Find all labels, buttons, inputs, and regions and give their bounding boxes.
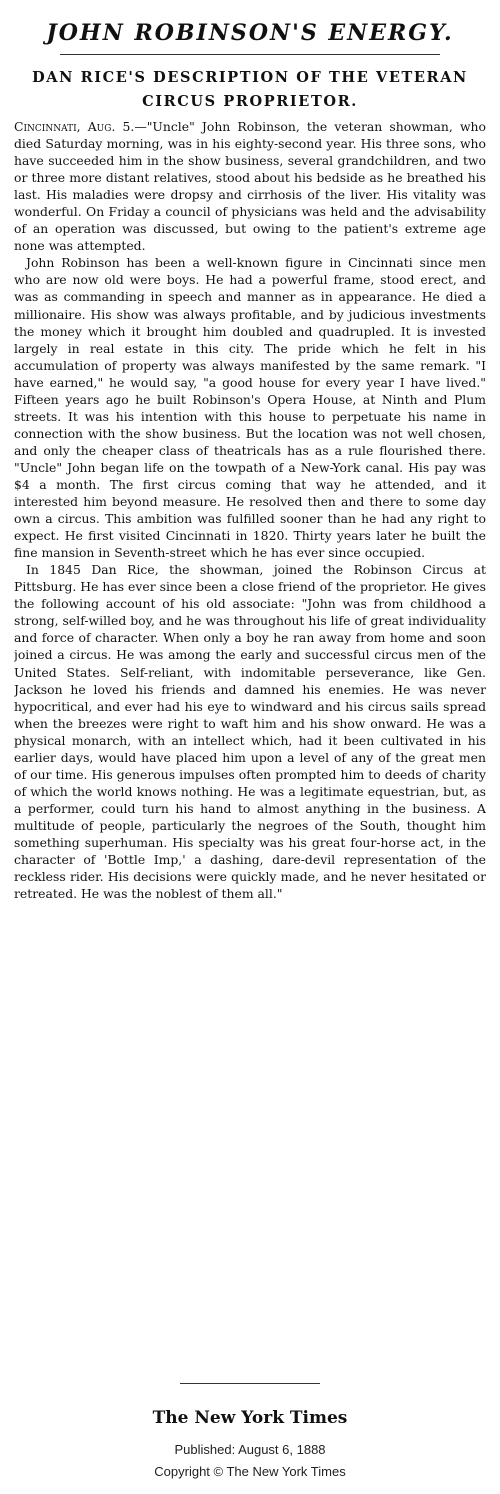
paragraph-1-text: "Uncle" John Robinson, the veteran showman, who died Saturday morning, was in his eighty-second year. His three sons, who have succeeded him in the show business, several grandchildren, and two or three more distant relatives, stood about his bedside as he breathed his last. His maladies were dropsy and cirrhosis of the liver. His vitality was wonderful. On Friday a council of physicians was held and the advisability of an operation was discussed, but owing to the patient's extreme age none was attempted. xyxy=(14,119,486,254)
article-paragraph-2: John Robinson has been a well-known figure in Cincinnati since men who are now old were boys. He had a powerful frame, stood erect, and was as commanding in speech and manner as in appearance. He died a millionaire. His show was always profitable, and by judicious investments the money which it brought him doubled and quadrupled. It is invested largely in real estate in this city. The pride which he felt in his accumulation of property was always manifested by the same remark. "I have earned," he would say, "a good house for every year I have lived." Fifteen years ago he built Robinson's Opera House, at Ninth and Plum streets. It was his intention with this house to perpetuate his name in connection with the show business. But the location was not well chosen, and only the cheaper class of theatricals has as a rule flourished there. "Uncle" John began life on the towpath of a New-York canal. His pay was $4 a month. The first circus coming that way he attended, and it interested him beyond measure. He resolved then and there to some day own a circus. This ambition was fulfilled sooner than he had any right to expect. He first visited Cincinnati in 1820. Thirty years later he built the fine mansion in Seventh-street which he has ever since occupied. xyxy=(14,255,486,561)
headline: JOHN ROBINSON'S ENERGY. xyxy=(46,20,454,46)
dateline: Cincinnati, Aug. 5.— xyxy=(14,119,147,134)
article-paragraph-3: In 1845 Dan Rice, the showman, joined the Robinson Circus at Pittsburg. He has ever since been a close friend of the proprietor. He gives the following account of his old associate: "John was from childhood a strong, self-willed boy, and he was throughout his life of great individuality and force of character. When only a boy he ran away from home and soon joined a circus. He was among the early and successful circus men of the United States. Self-reliant, with indomitable perseverance, like Gen. Jackson he loved his friends and damned his enemies. He was never hypocritical, and ever had his eye to windward and his circus sails spread when the breezes were right to waft him and his show onward. He was a physical monarch, with an intellect which, had it been cultivated in his earlier days, would have placed him upon a level of any of the great men of our time. His generous impulses often prompted him to deeds of charity of which the world knows nothing. He was a legitimate equestrian, but, as a performer, could turn his hand to almost anything in the business. A multitude of people, particularly the negroes of the South, thought him something superhuman. His specialty was his great four-horse act, in the character of 'Bottle Imp,' a dashing, dare-devil representation of the reckless rider. His decisions were quickly made, and he never hesitated or retreated. He was the noblest of them all." xyxy=(14,562,486,902)
newspaper-masthead: The New York Times xyxy=(152,1408,348,1428)
subheadline: DAN RICE'S DESCRIPTION OF THE VETERAN CIRCUS PROPRIETOR. xyxy=(32,69,468,110)
closing-divider xyxy=(180,1383,320,1384)
headline-divider xyxy=(60,54,440,55)
article-paragraph-1 xyxy=(14,118,486,254)
publication-date: Published: August 6, 1888 xyxy=(174,1442,326,1457)
copyright-notice: Copyright © The New York Times xyxy=(154,1464,346,1479)
article-body xyxy=(14,118,486,1378)
